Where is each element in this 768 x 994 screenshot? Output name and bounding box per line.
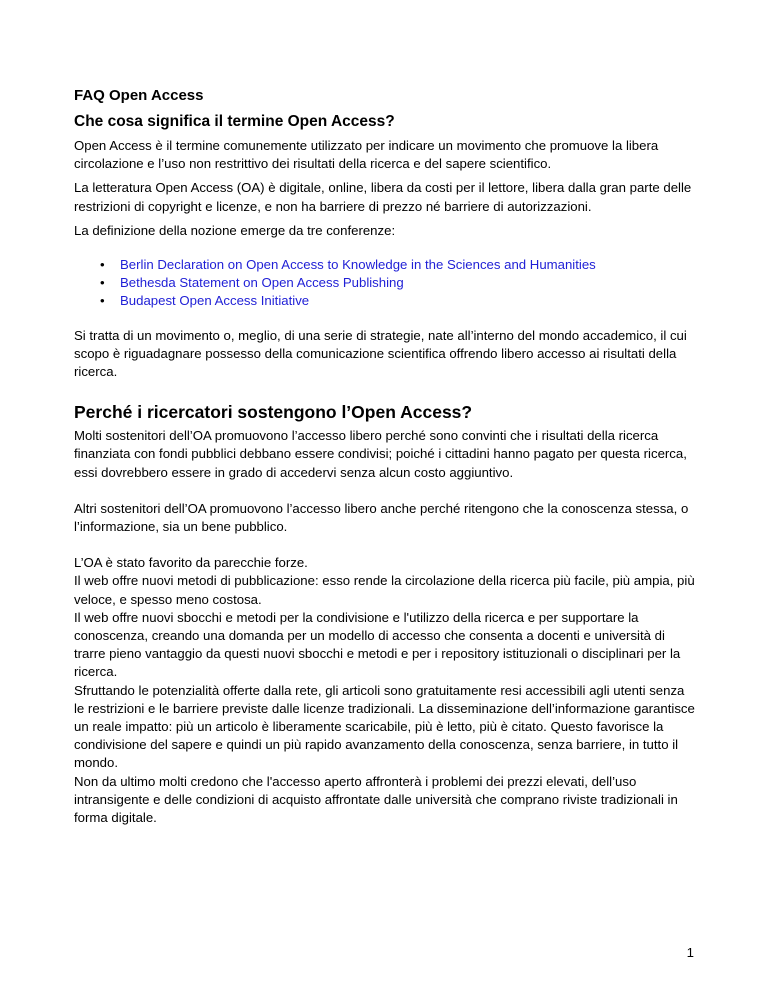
conference-links-list bbox=[74, 256, 696, 311]
section2-line-1: L’OA è stato favorito da parecchie forze. bbox=[74, 555, 308, 571]
bullet-icon: • bbox=[100, 293, 105, 309]
section1-paragraph-1: Open Access è il termine comunemente utilizzato per indicare un movimento che promuove la libera circolazione e l’uso non restrittivo dei risultati della ricerca e del sapere scientifico. bbox=[74, 138, 659, 172]
document-page bbox=[74, 86, 696, 827]
section2-line-5: Non da ultimo molti credono che l'accesso aperto affronterà i problemi dei prezzi elevati, dell’uso intransigente e delle condizioni di acquisto affrontate dalle università che comprano riviste tradizionali in forma digitale. bbox=[74, 773, 678, 826]
section1-paragraph-2: La letteratura Open Access (OA) è digitale, online, libera da costi per il lettore, libera dalla gran parte delle restrizioni di copyright e licenze, e non ha barriere di prezzo né barriere di autorizzazioni. bbox=[74, 180, 692, 214]
section2-paragraph-1: Molti sostenitori dell’OA promuovono l’accesso libero perché sono convinti che i risultati della ricerca finanziata con fondi pubblici debbano essere condivisi; poiché i cittadini hanno pagato per questa ricerca, essi dovrebbero essere in grado di accedervi senza alcun costo aggiuntivo. bbox=[74, 428, 687, 480]
section1-paragraph-3: La definizione della nozione emerge da tre conferenze: bbox=[74, 222, 396, 238]
bullet-icon: • bbox=[100, 257, 105, 273]
document-title: FAQ Open Access bbox=[74, 87, 204, 104]
section2-line-2: Il web offre nuovi metodi di pubblicazione: esso rende la circolazione della ricerca più facile, più ampia, più veloce, e spesso meno costosa. bbox=[74, 573, 695, 607]
section1-closing-paragraph: Si tratta di un movimento o, meglio, di una serie di strategie, nate all’interno del mondo accademico, il cui scopo è riguadagnare possesso della comunicazione scientifica offrendo libero accesso ai risultati della ricerca. bbox=[74, 327, 687, 380]
budapest-initiative-link[interactable]: Budapest Open Access Initiative bbox=[120, 293, 310, 309]
list-item bbox=[74, 274, 696, 292]
section2-paragraph-2: Altri sostenitori dell’OA promuovono l’accesso libero anche perché ritengono che la conoscenza stessa, o l’informazione, sia un bene pubblico. bbox=[74, 500, 689, 535]
section2-line-4: Sfruttando le potenzialità offerte dalla rete, gli articoli sono gratuitamente resi accessibili agli utenti senza le restrizioni e le barriere previste dalle licenze tradizionali. La disseminazione dell’informazione garantisce un reale impatto: più un articolo è liberamente scaricabile, più è letto, più è citato. Questo favorisce la condivisione del sapere e quindi un più rapido avanzamento della conoscenza, senza barriere, in tutto il mondo. bbox=[74, 682, 695, 771]
berlin-declaration-link[interactable]: Berlin Declaration on Open Access to Knowledge in the Sciences and Humanities bbox=[120, 257, 596, 273]
list-item bbox=[74, 292, 696, 310]
list-item bbox=[74, 256, 696, 274]
page-number: 1 bbox=[686, 945, 694, 960]
bullet-icon: • bbox=[100, 275, 105, 291]
bethesda-statement-link[interactable]: Bethesda Statement on Open Access Publishing bbox=[120, 275, 404, 291]
section-spacer bbox=[74, 387, 696, 401]
section2-line-3: Il web offre nuovi sbocchi e metodi per la condivisione e l'utilizzo della ricerca e per supportare la conoscenza, creando una domanda per un modello di accesso che consenta a docenti e università di trarre pieno vantaggio da questi nuovi sbocchi e metodi e per i repository istituzionali o disciplinari per la ricerca. bbox=[74, 609, 681, 680]
section1-heading: Che cosa significa il termine Open Access? bbox=[74, 113, 395, 130]
section2-heading: Perché i ricercatori sostengono l’Open Access? bbox=[74, 402, 473, 423]
